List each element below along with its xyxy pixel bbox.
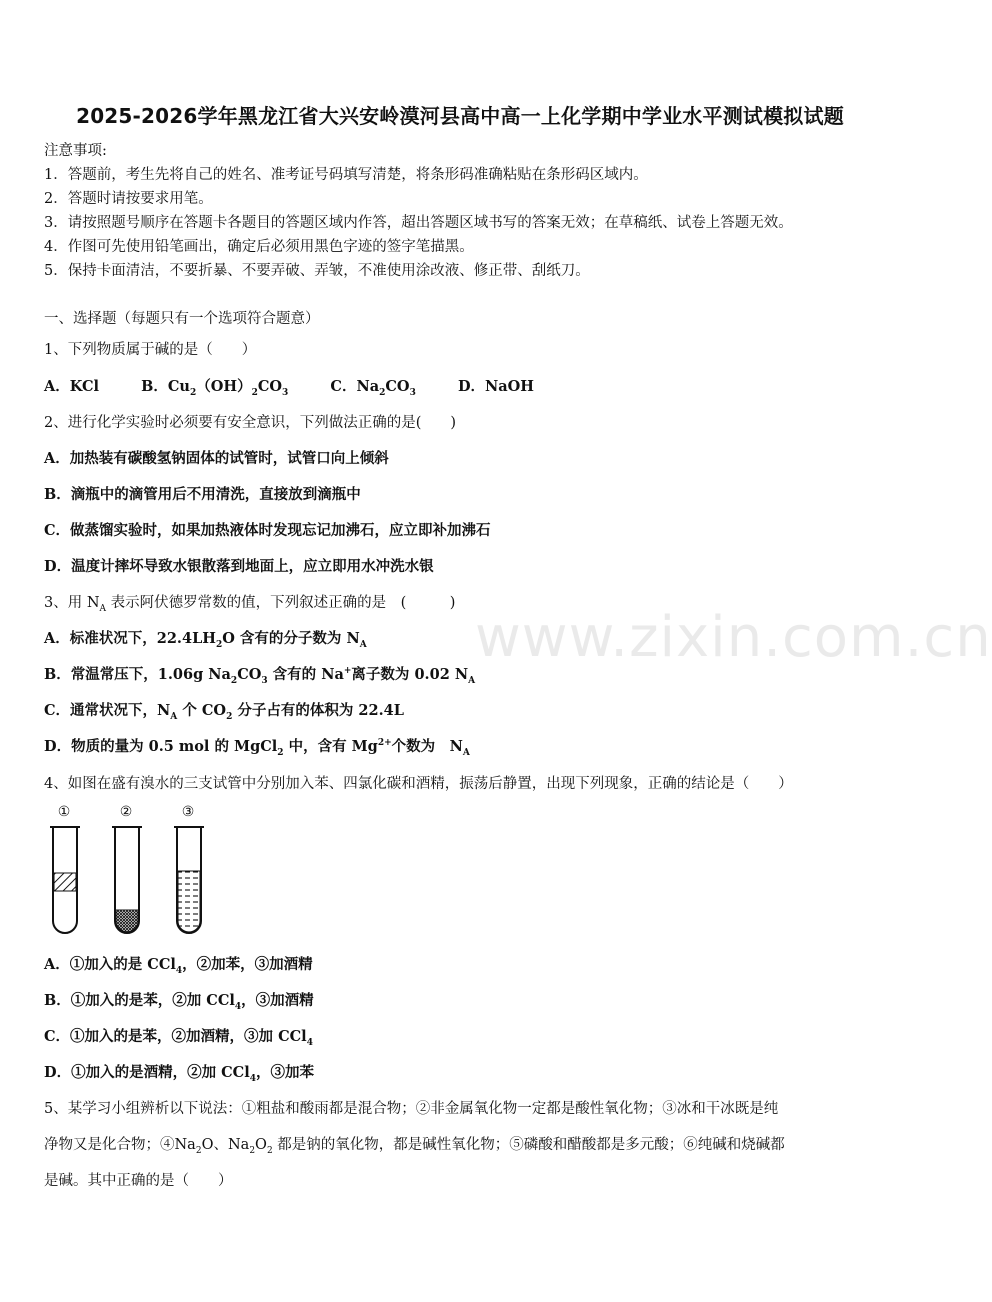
option-c: C．$Na_2CO_3$ xyxy=(330,378,416,398)
option-b: B．滴瓶中的滴管用后不用清洗，直接放到滴瓶中 xyxy=(44,486,361,503)
option-b: B．①加入的是苯，②加 CCl$_4$，③加酒精 xyxy=(44,992,314,1012)
question-3-stem: 3、用 $N_A$ 表示阿伏德罗常数的值，下列叙述正确的是 ( ) xyxy=(44,595,456,614)
option-a: A．KCl xyxy=(44,378,100,395)
page-title: 2025-2026学年黑龙江省大兴安岭漠河县高中高一上化学期中学业水平测试模拟试题 xyxy=(76,104,844,128)
option-d: D．①加入的是酒精，②加 CCl$_4$，③加苯 xyxy=(44,1064,314,1084)
test-tubes-figure xyxy=(40,803,220,943)
question-5-stem-cont: 净物又是化合物；$④Na_2O$、$Na_2O_2$ 都是钠的氧化物，都是碱性氧化物；⑤磷酸和醋酸都是多元酸；⑥纯碱和烧碱都 xyxy=(44,1137,785,1156)
option-d: D．物质的量为 0.5 mol 的 MgCl$_2$ 中，含有 $Mg^{2+}$个数为 $N_A$ xyxy=(44,738,470,758)
tube-label: ① xyxy=(57,804,71,820)
option-b: B．常温常压下，1.06g $Na_2CO_3$ 含有的 Na+离子数为 0.02 $N_A$ xyxy=(44,666,476,686)
option-a: A．加热装有碳酸氢钠固体的试管时，试管口向上倾斜 xyxy=(44,450,389,467)
section-heading: 一、选择题（每题只有一个选项符合题意） xyxy=(44,311,320,327)
notice-item: 5．保持卡面清洁，不要折暴、不要弄破、弄皱，不准使用涂改液、修正带、刮纸刀。 xyxy=(44,263,590,279)
test-tube-1 xyxy=(50,804,80,933)
question-1-stem: 1、下列物质属于碱的是（ ） xyxy=(44,342,257,358)
watermark: www.zixin.com.cn xyxy=(475,605,992,670)
notice-item: 1．答题前，考生先将自己的姓名、准考证号码填写清楚，将条形码准确粘贴在条形码区域内。 xyxy=(44,167,648,183)
notice-heading: 注意事项: xyxy=(44,143,107,159)
option-d: D．NaOH xyxy=(457,378,535,395)
option-a: A．①加入的是 CCl$_4$，②加苯，③加酒精 xyxy=(44,956,313,976)
question-5-stem: 5、某学习小组辨析以下说法：①粗盐和酸雨都是混合物；②非金属氧化物一定都是酸性氧化物；③冰和干冰既是纯 xyxy=(44,1101,779,1117)
option-c: C．做蒸馏实验时，如果加热液体时发现忘记加沸石，应立即补加沸石 xyxy=(44,522,491,539)
question-5-stem-end: 是碱。其中正确的是（ ） xyxy=(44,1173,233,1189)
notice-item: 3．请按照题号顺序在答题卡各题目的答题区域内作答，超出答题区域书写的答案无效；在草稿纸、试卷上答题无效。 xyxy=(44,215,793,231)
question-4-stem: 4、如图在盛有溴水的三支试管中分别加入苯、四氯化碳和酒精，振荡后静置，出现下列现象，正确的结论是（ ） xyxy=(44,776,793,792)
tube-label: ② xyxy=(119,804,133,820)
option-c: C．通常状况下，$N_A$ 个 $CO_2$ 分子占有的体积为 22.4L xyxy=(44,702,404,722)
test-tube-2 xyxy=(112,804,142,933)
option-b: B．$Cu_2(OH)_2CO_3$ xyxy=(141,378,289,398)
notice-item: 4．作图可先使用铅笔画出，确定后必须用黑色字迹的签字笔描黑。 xyxy=(44,239,474,255)
question-1-options xyxy=(44,375,534,398)
option-a: A．标准状况下，$22.4LH_2O$ 含有的分子数为 $N_A$ xyxy=(44,630,367,650)
test-tube-3 xyxy=(174,804,204,933)
tube-label: ③ xyxy=(181,804,195,820)
question-2-stem: 2、进行化学实验时必须要有安全意识，下列做法正确的是( ) xyxy=(44,415,457,431)
option-d: D．温度计摔坏导致水银散落到地面上，应立即用水冲洗水银 xyxy=(44,558,434,575)
option-c: C．①加入的是苯，②加酒精，③加 CCl$_4$ xyxy=(44,1028,313,1048)
notice-item: 2．答题时请按要求用笔。 xyxy=(44,191,213,207)
